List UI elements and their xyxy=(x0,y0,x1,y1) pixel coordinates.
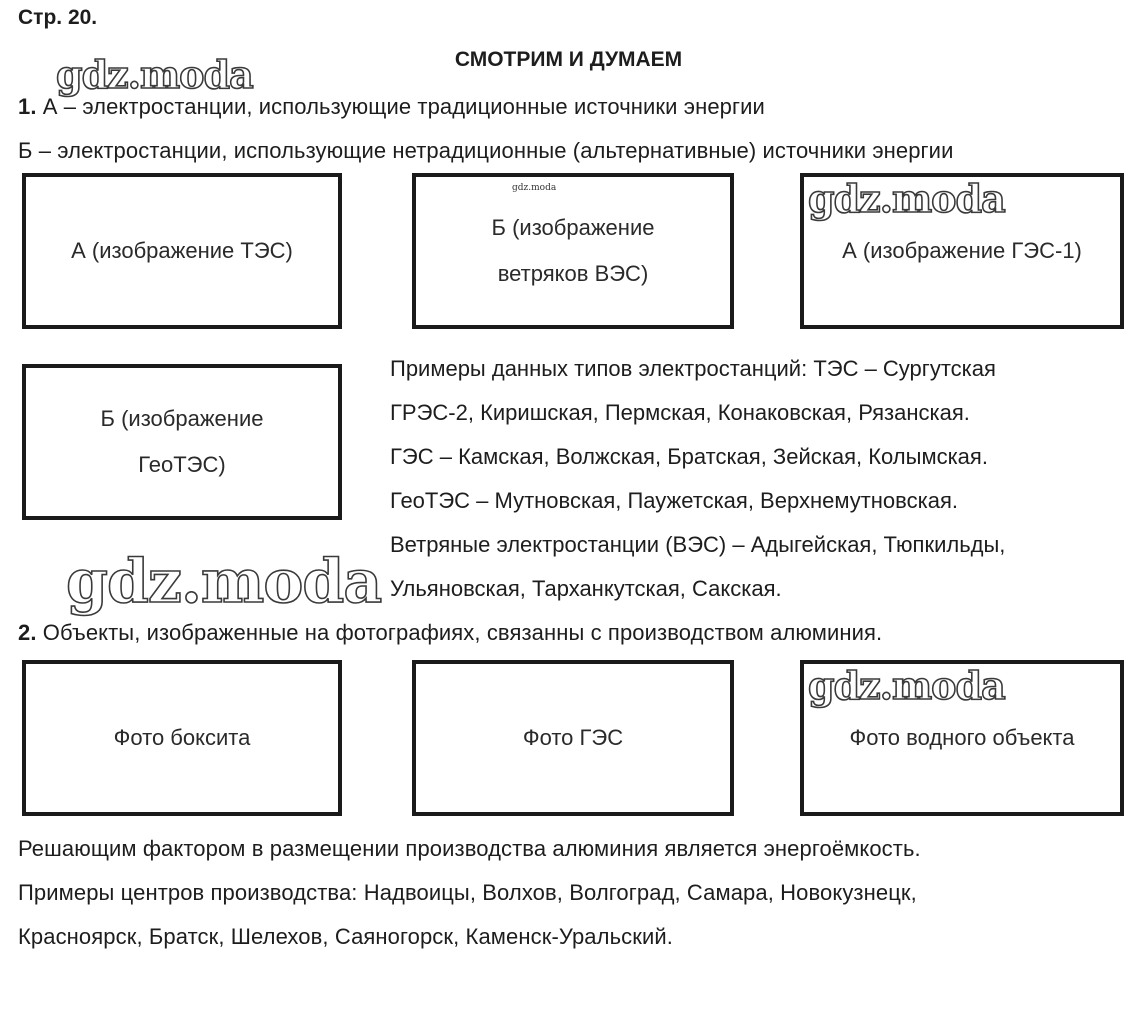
conclusion-line: Примеры центров производства: Надвоицы, Волхов, Волгоград, Самара, Новокузнецк, xyxy=(18,880,917,905)
section-title: СМОТРИМ И ДУМАЕМ xyxy=(454,48,683,71)
box-label: Фото ГЭС xyxy=(522,725,624,750)
q2-line xyxy=(18,620,882,646)
image-placeholder-box xyxy=(412,173,734,329)
box-label: А (изображение ТЭС) xyxy=(71,238,293,263)
conclusion-line: Решающим фактором в размещении производства алюминия является энергоёмкость. xyxy=(18,836,921,861)
watermark-logo: gdz.moda xyxy=(808,176,1005,221)
conclusion-line: Красноярск, Братск, Шелехов, Саяногорск, Каменск-Уральский. xyxy=(18,924,673,949)
q1-line-a xyxy=(18,94,765,120)
image-placeholder-box xyxy=(22,364,342,520)
watermark-logo: gdz.moda xyxy=(56,52,253,97)
box-label: Фото водного объекта xyxy=(849,725,1075,750)
watermark-logo-small: gdz.moda xyxy=(512,183,557,193)
q1-line-a-text: А – электростанции, использующие традиционные источники энергии xyxy=(42,94,765,119)
examples-line: ГРЭС-2, Киришская, Пермская, Конаковская, Рязанская. xyxy=(390,400,970,425)
examples-line: Ветряные электростанции (ВЭС) – Адыгейская, Тюпкильды, xyxy=(390,532,1006,557)
watermark-logo: gdz.moda xyxy=(808,663,1005,708)
photo-placeholder-box xyxy=(22,660,342,816)
box-label: ГеоТЭС) xyxy=(138,452,226,477)
box-label: Фото боксита xyxy=(113,725,251,750)
box-label: Б (изображение xyxy=(491,215,655,240)
image-placeholder-box xyxy=(800,173,1124,329)
examples-line: Примеры данных типов электростанций: ТЭС – Сургутская xyxy=(390,356,996,381)
box-label: ветряков ВЭС) xyxy=(497,261,649,286)
examples-line: ГеоТЭС – Мутновская, Паужетская, Верхнемутновская. xyxy=(390,488,958,513)
q2-line-text: Объекты, изображенные на фотографиях, связанны с производством алюминия. xyxy=(42,620,883,645)
box-label: Б (изображение xyxy=(100,406,264,431)
box-label: А (изображение ГЭС-1) xyxy=(842,238,1082,263)
examples-line: ГЭС – Камская, Волжская, Братская, Зейская, Колымская. xyxy=(390,444,988,469)
examples-line: Ульяновская, Тарханкутская, Сакская. xyxy=(390,576,782,601)
photo-placeholder-box xyxy=(800,660,1124,816)
watermark-logo: gdz.moda xyxy=(66,547,382,617)
photo-placeholder-box xyxy=(412,660,734,816)
q1-line-b: Б – электростанции, использующие нетрадиционные (альтернативные) источники энергии xyxy=(18,138,954,163)
q2-number: 2. xyxy=(18,620,37,645)
page-number: Стр. 20. xyxy=(18,6,98,29)
image-placeholder-box xyxy=(22,173,342,329)
q1-number: 1. xyxy=(18,94,37,119)
